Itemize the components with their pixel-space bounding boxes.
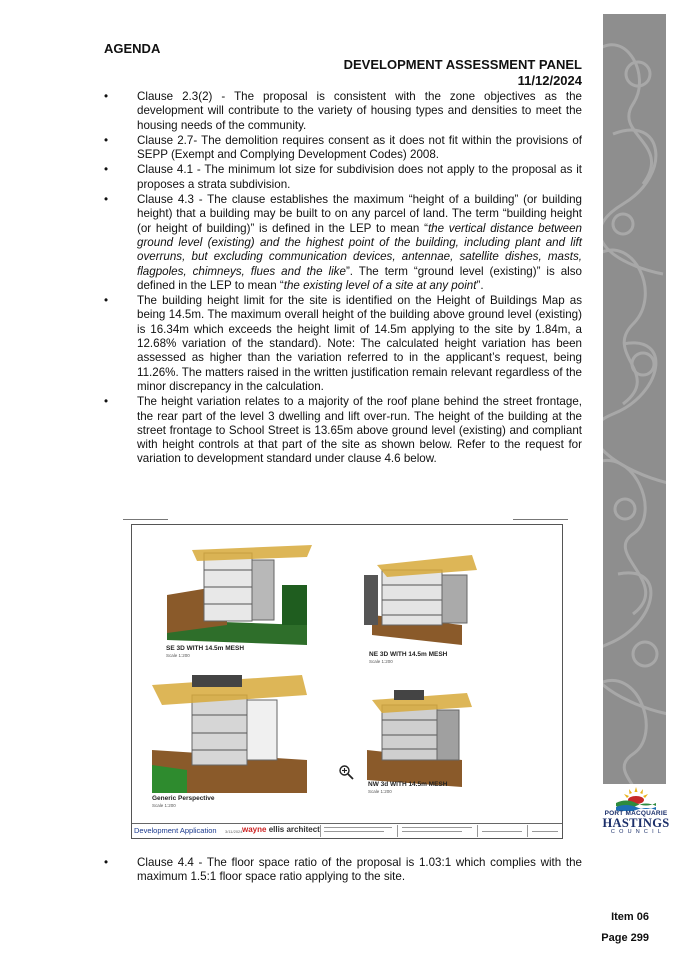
bullet-icon: • <box>104 294 109 308</box>
architectural-perspectives-figure <box>131 524 563 839</box>
clause-text: the existing level of a site at any point <box>283 278 477 292</box>
bullet-icon: • <box>104 163 109 177</box>
clause-text: The building height limit for the site is identified on the Height of Buildings Map as being 14.5m. The maximum overall height of the building above ground level (existing) is 16.34m which exceeds the height limit of 14.5m applying to the site by 1.84m, a 12.68% variation of the standard). Note: The calculated height variation has been assessed as higher than the variation referred to in the applicant’s request, being 11.26%. The matters raised in the written justification remain relevant regardless of the minor discrepancy in the calculation. <box>137 294 582 393</box>
view-scale-ne: Scale 1:200 <box>369 659 393 664</box>
clause-text: Clause 4.4 - The floor space ratio of the proposal is 1.03:1 which complies with the maximum 1.5:1 floor space ratio applying to the site. <box>137 856 582 884</box>
view-label-generic: Generic Perspective <box>152 795 215 802</box>
view-label-ne: NE 3D WITH 14.5m MESH <box>369 651 448 658</box>
logo-line-3: COUNCIL <box>610 829 666 835</box>
agenda-heading: AGENDA <box>104 41 161 56</box>
clause-text: Clause 2.7- The demolition requires consent as it does not fit within the provisions of SEPP (Exempt and Complying Development Codes) 2008. <box>137 133 582 162</box>
logo-line-1: PORT MACQUARIE <box>604 810 668 817</box>
clause-text: ”. The term “ground level (existing)” is also defined in the LEP to mean “ <box>137 264 582 292</box>
view-label-se: SE 3D WITH 14.5m MESH <box>166 645 245 652</box>
report-body-continued <box>104 856 582 886</box>
clause-bullet <box>104 134 582 163</box>
swirl-pattern-icon <box>603 14 666 784</box>
generic-perspective-rendering <box>152 675 307 793</box>
bullet-icon: • <box>104 133 109 147</box>
architect-name-first: wayne <box>242 825 267 834</box>
clause-text: ”. <box>476 278 484 292</box>
clause-list <box>104 90 582 467</box>
view-label-nw: NW 3d WITH 14.5m MESH <box>368 781 448 788</box>
title-block-date: 3/11/2024 <box>225 829 243 834</box>
council-logo <box>602 785 670 845</box>
view-scale-nw: Scale 1:200 <box>368 789 392 794</box>
meeting-date: 11/12/2024 <box>517 73 582 88</box>
se-3d-rendering <box>167 545 312 645</box>
decorative-sidebar <box>603 14 666 784</box>
architect-name <box>242 825 320 834</box>
view-scale-se: Scale 1:200 <box>166 653 190 658</box>
magnifier-icon[interactable] <box>338 764 354 785</box>
panel-title: DEVELOPMENT ASSESSMENT PANEL <box>343 57 582 72</box>
divider-right <box>513 519 568 520</box>
clause-text: Clause 4.1 - The minimum lot size for subdivision does not apply to the proposal as it proposes a strata subdivision. <box>137 163 582 191</box>
nw-3d-rendering <box>367 690 472 787</box>
bullet-icon: • <box>104 90 109 103</box>
clause-text: The height variation relates to a majority of the roof plane behind the street frontage, the rear part of the level 3 dwelling and lift over-run. The height of the building at the street frontage to School Street is 13.65m above ground level (existing) and compliant with height controls at that part of the site as shown below. Refer to the request for variation to development standard under clause 4.6 below. <box>137 395 582 466</box>
bullet-icon: • <box>104 193 109 207</box>
development-application-label: Development Application <box>134 826 217 835</box>
view-scale-generic: Scale 1:200 <box>152 803 176 808</box>
report-body <box>104 90 582 468</box>
clause-bullet <box>104 163 582 192</box>
bullet-icon: • <box>104 856 109 869</box>
clause-bullet <box>104 193 582 293</box>
drawing-title-block <box>132 823 562 838</box>
clause-text: Clause 4.3 - The clause establishes the maximum “height of a building” (or building height) that a building may be built to on any parcel of land. The term “building height (or height of building)” is defined in the LEP to mean “ <box>137 193 582 235</box>
clause-text: the vertical distance between ground level (existing) and the highest point of the building, including plant and lift overruns, but excluding communication devices, antennae, satellite dishes, masts, flagpoles, chimneys, flues and the like <box>137 221 582 278</box>
clause-bullet <box>104 856 582 885</box>
bullet-icon: • <box>104 395 109 409</box>
item-number: Item 06 <box>611 911 649 923</box>
clause-bullet <box>104 294 582 394</box>
ne-3d-rendering <box>364 555 477 645</box>
clause-bullet <box>104 90 582 133</box>
divider-left <box>123 519 168 520</box>
clause-bullet <box>104 395 582 466</box>
clause-text: Clause 2.3(2) - The proposal is consistent with the zone objectives as the development will contribute to the variety of housing types and densities to meet the housing needs of the community. <box>137 90 582 132</box>
panel-heading <box>344 57 582 89</box>
logo-line-2: HASTINGS <box>602 816 670 830</box>
council-logo-emblem-icon <box>614 785 658 811</box>
architect-name-rest: ellis architect <box>266 825 320 834</box>
page-number: Page 299 <box>601 932 649 944</box>
